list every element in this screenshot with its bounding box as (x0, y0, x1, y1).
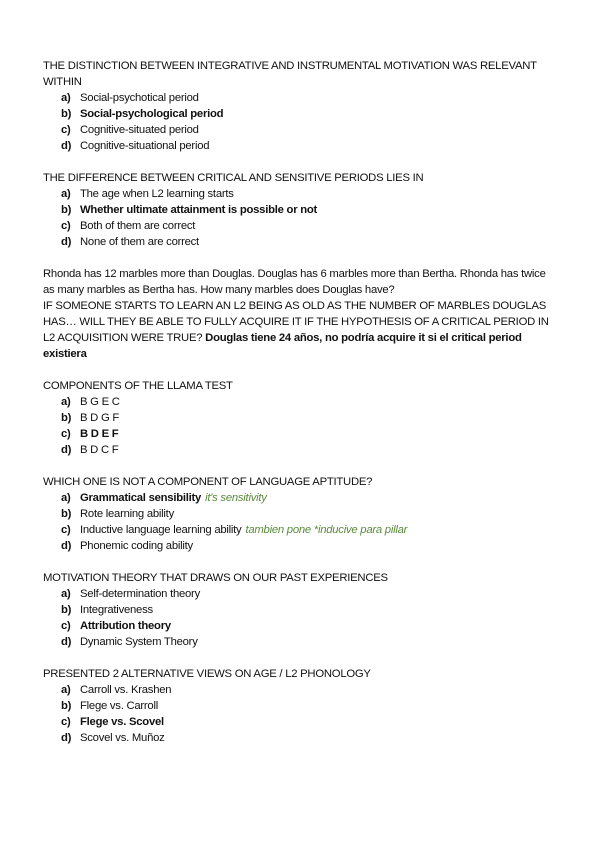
option-text: Both of them are correct (80, 220, 196, 232)
option-label: c) (61, 524, 71, 536)
question-stem: PRESENTED 2 ALTERNATIVE VIEWS ON AGE / L2 PHONOLOGY (43, 668, 371, 680)
options-list (43, 586, 563, 650)
option-text: None of them are correct (80, 236, 199, 248)
option-a (61, 682, 563, 698)
option-c-answer (61, 618, 563, 634)
question-6 (43, 570, 563, 650)
question-stem: THE DIFFERENCE BETWEEN CRITICAL AND SENSITIVE PERIODS LIES IN (43, 172, 424, 184)
option-label: c) (61, 620, 71, 632)
option-text: Whether ultimate attainment is possible or not (80, 204, 318, 216)
question-stem: COMPONENTS OF THE LLAMA TEST (43, 380, 233, 392)
question-7 (43, 666, 563, 746)
option-c (61, 122, 563, 138)
option-label: d) (61, 236, 72, 248)
option-label: b) (61, 204, 72, 216)
option-c-answer (61, 426, 563, 442)
options-list (43, 90, 563, 154)
option-text: B G E C (80, 396, 120, 408)
option-text: Social-psychotical period (80, 92, 199, 104)
option-text: The age when L2 learning starts (80, 188, 234, 200)
option-label: a) (61, 588, 71, 600)
question-3 (43, 266, 551, 362)
option-text: Attribution theory (80, 620, 171, 632)
option-c (61, 522, 563, 538)
option-text: Integrativeness (80, 604, 153, 616)
annotation-note: tambien pone *inducive para pillar (245, 524, 408, 536)
option-text: Phonemic coding ability (80, 540, 193, 552)
option-label: c) (61, 428, 71, 440)
option-a (61, 394, 563, 410)
option-label: a) (61, 396, 71, 408)
options-list (43, 490, 563, 554)
option-text: Cognitive-situational period (80, 140, 210, 152)
option-text: Social-psychological period (80, 108, 224, 120)
question-1 (43, 58, 563, 154)
option-text: Carroll vs. Krashen (80, 684, 172, 696)
option-c (61, 218, 563, 234)
option-text: Flege vs. Carroll (80, 700, 158, 712)
option-a (61, 586, 563, 602)
answer-text: Douglas tiene 24 años, no podría acquire it si el critical period existiera (43, 332, 522, 360)
word-problem: Rhonda has 12 marbles more than Douglas. Douglas has 6 marbles more than Bertha. Rhonda has twice as many marbles as Bertha has. How many marbles does Douglas have? (43, 268, 546, 296)
question-stem: WHICH ONE IS NOT A COMPONENT OF LANGUAGE APTITUDE? (43, 476, 373, 488)
options-list (43, 682, 563, 746)
option-text: Dynamic System Theory (80, 636, 198, 648)
option-b (61, 602, 563, 618)
option-text: B D C F (80, 444, 119, 456)
option-b (61, 410, 563, 426)
option-d (61, 234, 563, 250)
option-b (61, 506, 563, 522)
option-a (61, 186, 563, 202)
option-text: Rote learning ability (80, 508, 174, 520)
option-label: d) (61, 636, 72, 648)
option-text: Flege vs. Scovel (80, 716, 164, 728)
option-text: Scovel vs. Muñoz (80, 732, 165, 744)
question-5 (43, 474, 563, 554)
option-text: B D G F (80, 412, 120, 424)
option-text: Self-determination theory (80, 588, 200, 600)
option-a-answer (61, 490, 563, 506)
option-d (61, 138, 563, 154)
option-d (61, 730, 563, 746)
option-text: Grammatical sensibility (80, 492, 202, 504)
option-label: c) (61, 124, 71, 136)
option-label: d) (61, 540, 72, 552)
option-label: a) (61, 492, 71, 504)
option-text: Cognitive-situated period (80, 124, 199, 136)
options-list (43, 186, 563, 250)
option-b (61, 698, 563, 714)
question-stem: IF SOMEONE STARTS TO LEARN AN L2 BEING AS OLD AS THE NUMBER OF MARBLES DOUGLAS HAS… WILL THEY BE ABLE TO FULLY ACQUIRE IT IF THE HYPOTHESIS OF A CRITICAL PERIOD IN L2 ACQUISITION WERE TRUE? Douglas tiene 24 años, no podría acquire it si el critical period existiera (43, 300, 549, 360)
option-label: a) (61, 92, 71, 104)
option-d (61, 538, 563, 554)
options-list (43, 394, 563, 458)
option-text: Inductive language learning ability (80, 524, 242, 536)
option-label: d) (61, 444, 72, 456)
option-b-answer (61, 106, 563, 122)
question-stem: MOTIVATION THEORY THAT DRAWS ON OUR PAST EXPERIENCES (43, 572, 388, 584)
option-label: b) (61, 508, 72, 520)
option-label: a) (61, 684, 71, 696)
option-text: B D E F (80, 428, 119, 440)
option-c-answer (61, 714, 563, 730)
option-label: d) (61, 732, 72, 744)
option-label: b) (61, 604, 72, 616)
option-label: b) (61, 700, 72, 712)
question-4 (43, 378, 563, 458)
option-d (61, 442, 563, 458)
option-b-answer (61, 202, 563, 218)
annotation-note: it's sensitivity (205, 492, 267, 504)
option-label: d) (61, 140, 72, 152)
option-label: b) (61, 412, 72, 424)
option-label: c) (61, 220, 71, 232)
option-label: a) (61, 188, 71, 200)
question-2 (43, 170, 563, 250)
option-label: c) (61, 716, 71, 728)
option-label: b) (61, 108, 72, 120)
question-stem: THE DISTINCTION BETWEEN INTEGRATIVE AND INSTRUMENTAL MOTIVATION WAS RELEVANT WITHIN (43, 60, 537, 88)
option-a (61, 90, 563, 106)
option-d (61, 634, 563, 650)
